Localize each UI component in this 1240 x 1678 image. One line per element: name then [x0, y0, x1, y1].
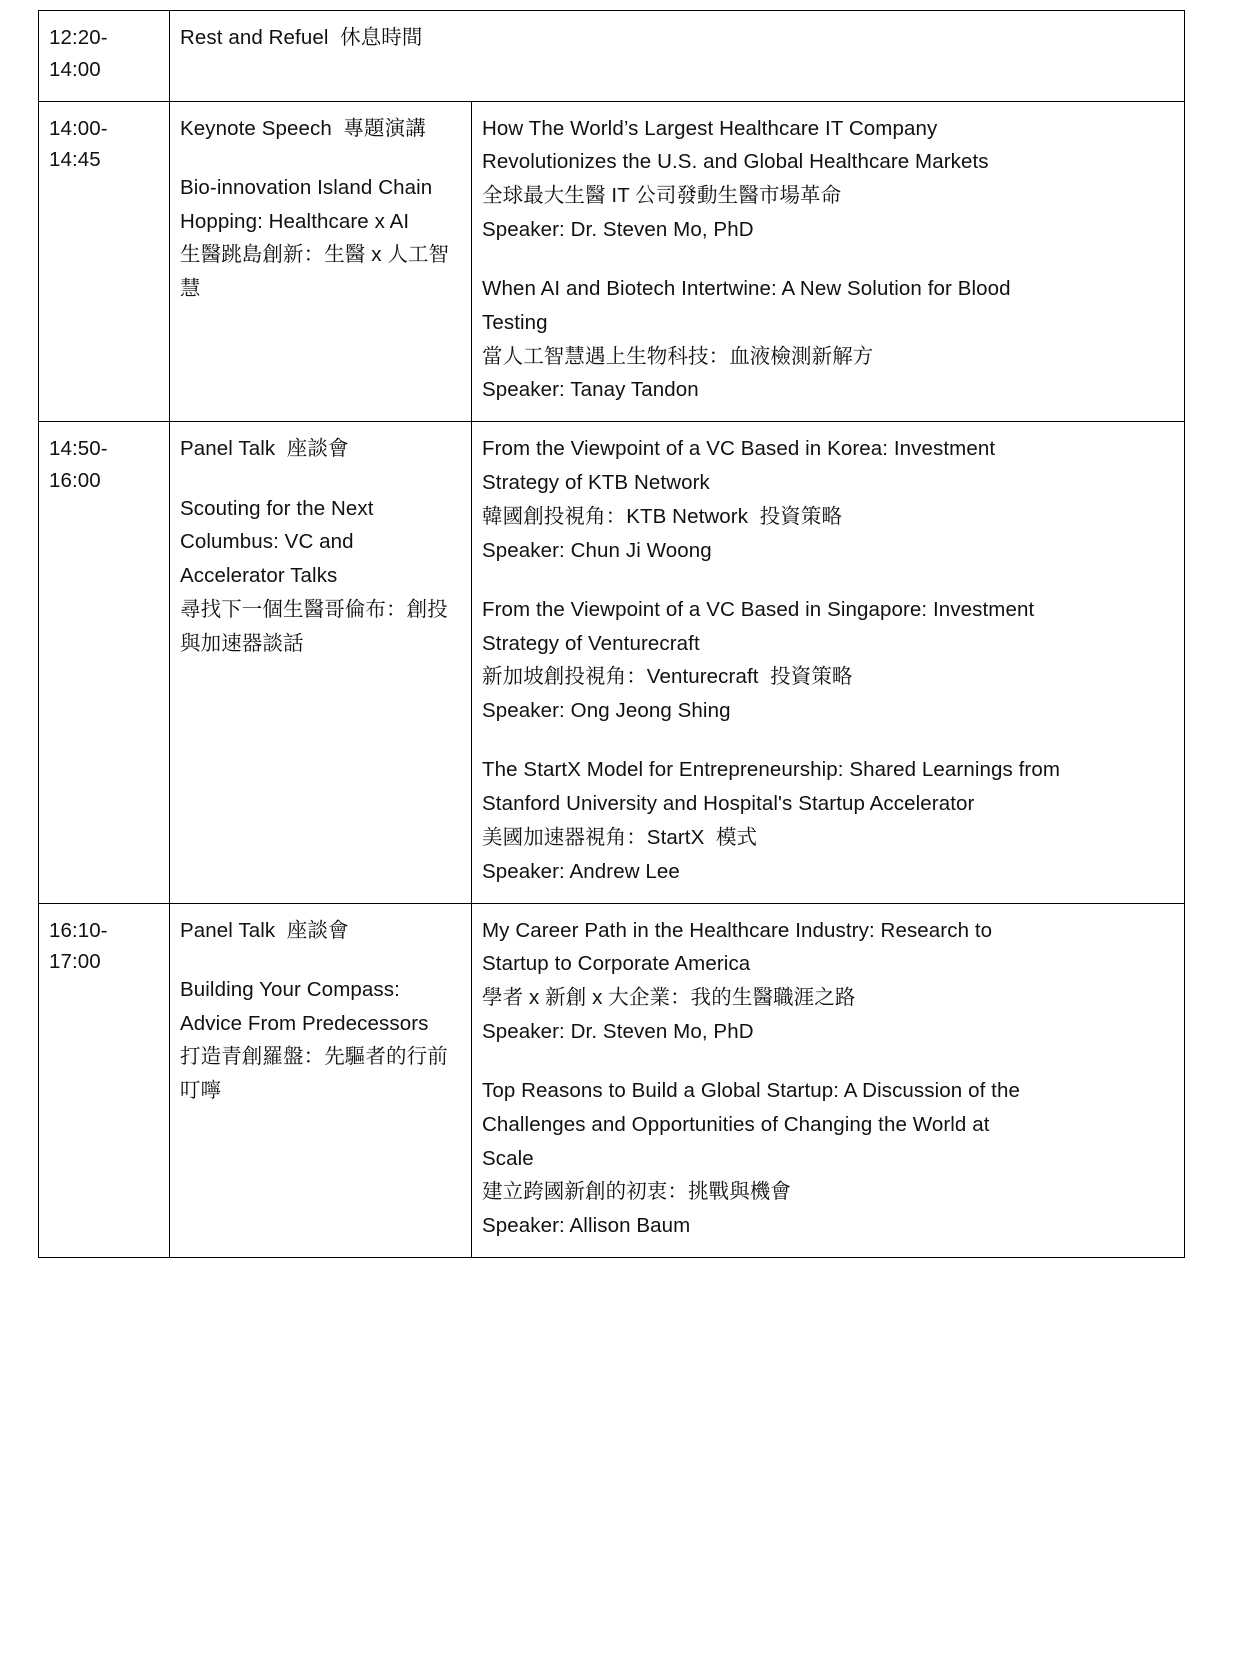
session-type-cell — [170, 101, 472, 422]
session-time-cell — [39, 11, 170, 102]
session-type-spacer — [180, 145, 461, 171]
talk-speaker: Speaker: Ong Jeong Shing — [482, 699, 731, 723]
talk-title-zh: 當人工智慧遇上生物科技：血液檢測新解方 — [482, 344, 874, 368]
session-title-line: 與加速器談話 — [180, 631, 304, 655]
talk-spacer — [482, 728, 1174, 754]
session-time-cell — [39, 903, 170, 1257]
session-title-line: Building Your Compass: — [180, 977, 400, 1001]
session-type-line: Panel Talk 座談會 — [180, 918, 349, 942]
talk-title-line: From the Viewpoint of a VC Based in Korea: Investment — [482, 437, 996, 461]
agenda-table — [38, 10, 1185, 1258]
talk-title-zh: 全球最大生醫 IT 公司發動生醫市場革命 — [482, 184, 842, 208]
talk-speaker: Speaker: Allison Baum — [482, 1214, 691, 1238]
agenda-table-body — [39, 11, 1185, 1258]
talk-title-line: Top Reasons to Build a Global Startup: A Discussion of the — [482, 1079, 1020, 1103]
session-title-line: Advice From Predecessors — [180, 1011, 429, 1035]
table-row — [39, 11, 1185, 102]
talk-title-line: Strategy of Venturecraft — [482, 631, 700, 655]
talk-speaker: Speaker: Chun Ji Woong — [482, 538, 712, 562]
session-type-spacer — [180, 947, 461, 973]
talk-title-zh: 韓國創投視角：KTB Network 投資策略 — [482, 504, 843, 528]
session-type-cell — [170, 11, 1185, 102]
talk-title-line: Revolutionizes the U.S. and Global Healthcare Markets — [482, 150, 989, 174]
talk-title-line: Testing — [482, 310, 548, 334]
session-title-line: 慧 — [180, 277, 201, 301]
session-title-line: 尋找下一個生醫哥倫布：創投 — [180, 597, 448, 621]
talk-spacer — [482, 247, 1174, 273]
session-type-line: Keynote Speech 專題演講 — [180, 116, 426, 140]
session-title-line: Scouting for the Next — [180, 496, 374, 520]
talk-title-line: From the Viewpoint of a VC Based in Singapore: Investment — [482, 597, 1035, 621]
session-time-cell — [39, 101, 170, 422]
talk-title-zh: 美國加速器視角：StartX 模式 — [482, 826, 758, 849]
session-desc-cell — [472, 422, 1185, 903]
session-type-cell — [170, 422, 472, 903]
talk-title-line: When AI and Biotech Intertwine: A New Solution for Blood — [482, 277, 1011, 301]
session-title-line: 打造青創羅盤：先驅者的行前 — [180, 1045, 448, 1069]
talk-title-line: Scale — [482, 1146, 534, 1170]
session-desc-cell — [472, 903, 1185, 1257]
session-time: 16:10-17:00 — [49, 918, 108, 974]
talk-title-line: How The World’s Largest Healthcare IT Company — [482, 116, 938, 140]
session-type-line: Panel Talk 座談會 — [180, 437, 349, 461]
talk-title-line: Strategy of KTB Network — [482, 470, 710, 494]
session-title-line: Hopping: Healthcare x AI — [180, 209, 410, 233]
session-title-line: Accelerator Talks — [180, 564, 338, 588]
talk-speaker: Speaker: Andrew Lee — [482, 859, 680, 883]
session-type-cell — [170, 903, 472, 1257]
talk-title-line: My Career Path in the Healthcare Industry: Research to — [482, 918, 993, 942]
session-type-line: Rest and Refuel 休息時間 — [180, 26, 423, 49]
session-time: 14:00-14:45 — [49, 116, 108, 172]
table-row — [39, 903, 1185, 1257]
session-time: 12:20-14:00 — [49, 26, 108, 81]
session-title-line: 叮嚀 — [180, 1079, 222, 1103]
talk-title-zh: 建立跨國新創的初衷：挑戰與機會 — [482, 1180, 791, 1204]
talk-speaker: Speaker: Dr. Steven Mo, PhD — [482, 1019, 754, 1043]
talk-speaker: Speaker: Dr. Steven Mo, PhD — [482, 217, 754, 241]
session-title-line: 生醫跳島創新：生醫 x 人工智 — [180, 243, 450, 267]
talk-speaker: Speaker: Tanay Tandon — [482, 378, 699, 402]
session-desc-cell — [472, 101, 1185, 422]
talk-title-line: The StartX Model for Entrepreneurship: Shared Learnings from — [482, 758, 1061, 782]
talk-spacer — [482, 1049, 1174, 1075]
talk-title-zh: 學者 x 新創 x 大企業：我的生醫職涯之路 — [482, 986, 856, 1010]
talk-title-zh: 新加坡創投視角：Venturecraft 投資策略 — [482, 665, 853, 689]
talk-spacer — [482, 567, 1174, 593]
talk-title-line: Startup to Corporate America — [482, 952, 751, 976]
session-type-spacer — [180, 466, 461, 492]
session-title-line: Columbus: VC and — [180, 530, 354, 554]
table-row — [39, 101, 1185, 422]
session-time: 14:50-16:00 — [49, 437, 108, 492]
table-row — [39, 422, 1185, 903]
talk-title-line: Stanford University and Hospital's Startup Accelerator — [482, 792, 975, 816]
talk-title-line: Challenges and Opportunities of Changing the World at — [482, 1112, 990, 1136]
session-time-cell — [39, 422, 170, 903]
session-title-line: Bio-innovation Island Chain — [180, 175, 433, 199]
